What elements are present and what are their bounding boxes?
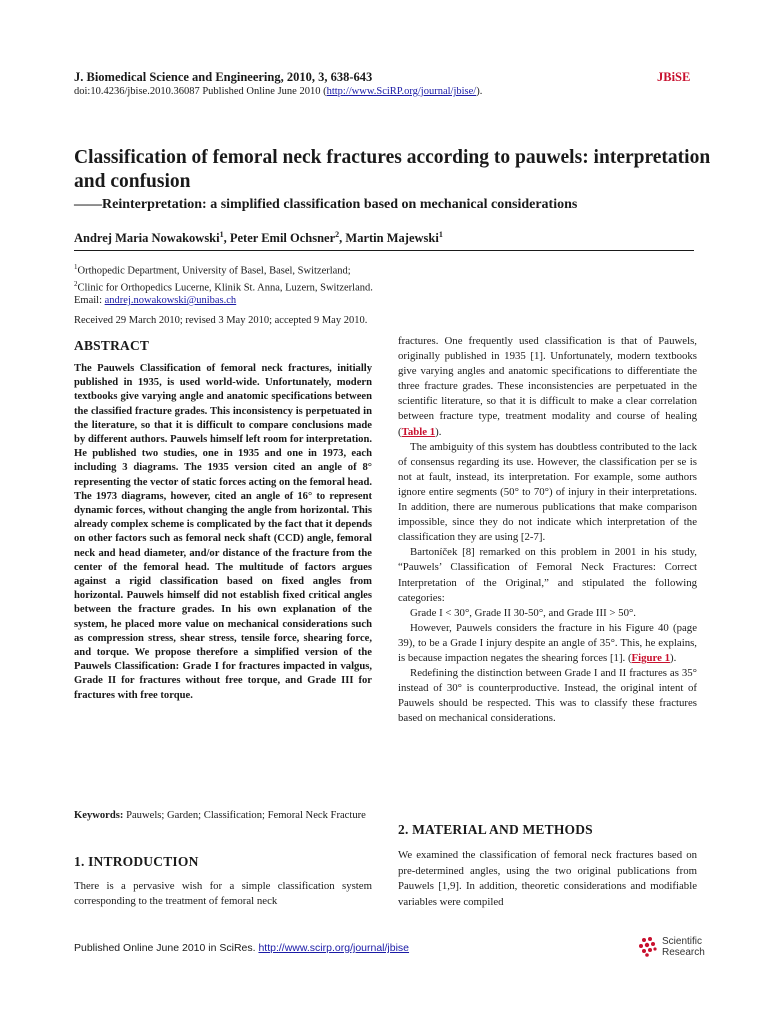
publisher-name-line: Scientific — [662, 936, 703, 947]
paper-subtitle: ——Reinterpretation: a simplified classification based on mechanical considerations — [74, 197, 578, 212]
paragraph-text: fractures. One frequently used classification is that of Pauwels, originally published in 1935 [1]. Unfortunately, modern textbooks give varying angles and anatomic specifications to differentiate the three fracture grades. These inconsistencies are perpetuated in the scientific literature, so that it is difficult to make a clear correlation between fracture type, treatment modality and course of healing ( — [398, 335, 697, 438]
email-label: Email: — [74, 295, 105, 306]
title-divider — [74, 250, 694, 251]
paragraph-text: ). — [435, 425, 442, 438]
affiliation-mark: 1 — [74, 263, 78, 271]
keywords — [74, 809, 372, 823]
grade-criteria: Grade I < 30°, Grade II 30-50°, and Grade III > 50°. — [410, 606, 636, 619]
footer-url-link[interactable]: http://www.scirp.org/journal/jbise — [258, 942, 410, 954]
paragraph — [398, 621, 697, 666]
author-separator: , — [339, 231, 346, 246]
keywords-text: Pauwels; Garden; Classification; Femoral Neck Fracture — [123, 810, 366, 821]
journal-url-link[interactable]: http://www.SciRP.org/journal/jbise/ — [326, 86, 477, 97]
author-affiliation-mark: 1 — [219, 230, 224, 239]
affiliation-line — [74, 278, 373, 295]
paragraph — [398, 334, 697, 440]
paper-title: Classification of femoral neck fractures according to pauwels: interpretation and confusion — [74, 147, 711, 192]
paragraph-text: ). — [670, 651, 677, 664]
table-1-link[interactable]: Table 1 — [401, 425, 436, 438]
author-separator: , — [223, 231, 230, 246]
email-link[interactable]: andrej.nowakowski@unibas.ch — [104, 295, 237, 306]
author-affiliation-mark: 1 — [438, 230, 443, 239]
affiliation-line — [74, 261, 373, 278]
author-name: Andrej Maria Nowakowski — [74, 231, 220, 246]
abstract-heading: ABSTRACT — [74, 338, 150, 353]
author-affiliation-mark: 2 — [335, 230, 340, 239]
doi-line — [74, 86, 482, 97]
right-column-text — [398, 334, 697, 726]
publisher-name-line: Research — [662, 947, 705, 958]
methods-text: We examined the classification of femoral neck fractures based on pre-determined angles, using the two original publications from Pauwels [1,9]. In addition, theoretic considerations and modifiable variables were compiled — [398, 849, 697, 908]
author-name: Peter Emil Ochsner — [229, 231, 336, 246]
email-line — [74, 295, 373, 308]
abstract-text: The Pauwels Classification of femoral neck fractures, initially published in 1935, is used world-wide. Unfortunately, modern textbooks give varying angle and anatomic specifications between the classified fracture grades. This inconsistency is perpetuated in the literature, so that it is difficult to compare conclusions made by different authors. Pauwels himself left room for interpretation. He published two studies, one in 1935 and one in 1973, each including 3 diagrams. The 1935 version cited an angle of 8° representing the vector of static forces acting on the femoral head. The 1973 diagrams, however, cited an angle of 16° to represent dynamic forces, without changing the angle from horizontal. This already complex scheme is complicated by the fact that it depends on other factors such as femoral neck shaft (CCD) angle, femoral neck and head diameter, and/or distance of the fracture from the center of the femoral head. The multitude of factors argues against a rigid classification based on fixed angles from horizontal. Pauwels himself did not establish fixed critical angles between the fracture grades. In his own explanation of the system, he placed more value on mechanical considerations such as compression stress, shear stress, tensile force, shearing force, and torque. We propose therefore a simplified version of the Pauwels Classification: Grade I for fractures impacted in valgus, Grade II for fractures without free torque, and Grade III for fractures with free torque. — [74, 363, 372, 701]
affiliation-text: Clinic for Orthopedics Lucerne, Klinik St. Anna, Luzern, Switzerland. — [77, 282, 373, 294]
paragraph: Redefining the distinction between Grade I and II fractures as 35° instead of 30° is counterproductive. Instead, the original intent of Pauwels should be respected. This was to classify these fractures based on mechanical considerations. — [398, 667, 697, 725]
received-dates: Received 29 March 2010; revised 3 May 2010; accepted 9 May 2010. — [74, 315, 368, 326]
introduction-text: There is a pervasive wish for a simple classification system corresponding to the treatment of femoral neck — [74, 880, 372, 907]
doi-suffix: ). — [476, 86, 483, 97]
page-footer — [74, 942, 409, 954]
journal-logo: JBiSE — [657, 70, 691, 84]
author-name: Martin Majewski — [345, 231, 439, 246]
affiliations — [74, 261, 373, 308]
paragraph: Bartoníček [8] remarked on this problem in 2001 in his study, “Pauwels’ Classification of Femoral Neck Fractures: Correct Interpretation of the Original,” and stipulated the following categories: — [398, 546, 697, 604]
methods-heading: 2. MATERIAL AND METHODS — [398, 822, 593, 837]
paragraph: The ambiguity of this system has doubtless contributed to the lack of consensus regarding its use. However, the classification per se is not at fault, instead, its interpretation. For example, some authors ignore entire segments (50° to 70°) of injury in their interpretations. In addition, there are numerous publications that make comparison impossible, since they do not indicate which interpretation of the classification they are using [2-7]. — [398, 440, 697, 544]
publisher-name — [662, 936, 705, 958]
figure-1-link[interactable]: Figure 1 — [631, 651, 671, 664]
affiliation-text: Orthopedic Department, University of Basel, Basel, Switzerland; — [77, 265, 351, 277]
doi-text: doi:10.4236/jbise.2010.36087 Published Online June 2010 ( — [74, 86, 327, 97]
affiliation-mark: 2 — [74, 280, 78, 288]
keywords-label: Keywords: — [74, 810, 124, 821]
publisher-logo — [638, 936, 705, 958]
footer-text: Published Online June 2010 in SciRes. — [74, 942, 259, 954]
author-list — [74, 230, 443, 246]
introduction-heading: 1. INTRODUCTION — [74, 854, 199, 869]
scientific-research-logo-icon — [638, 936, 658, 958]
journal-citation: J. Biomedical Science and Engineering, 2010, 3, 638-643 — [74, 70, 373, 84]
paragraph-text: However, Pauwels considers the fracture in his Figure 40 (page 39), to be a Grade I injury despite an angle of 35°. This, he explains, is because impaction negates the shearing forces [1]. ( — [398, 621, 697, 664]
